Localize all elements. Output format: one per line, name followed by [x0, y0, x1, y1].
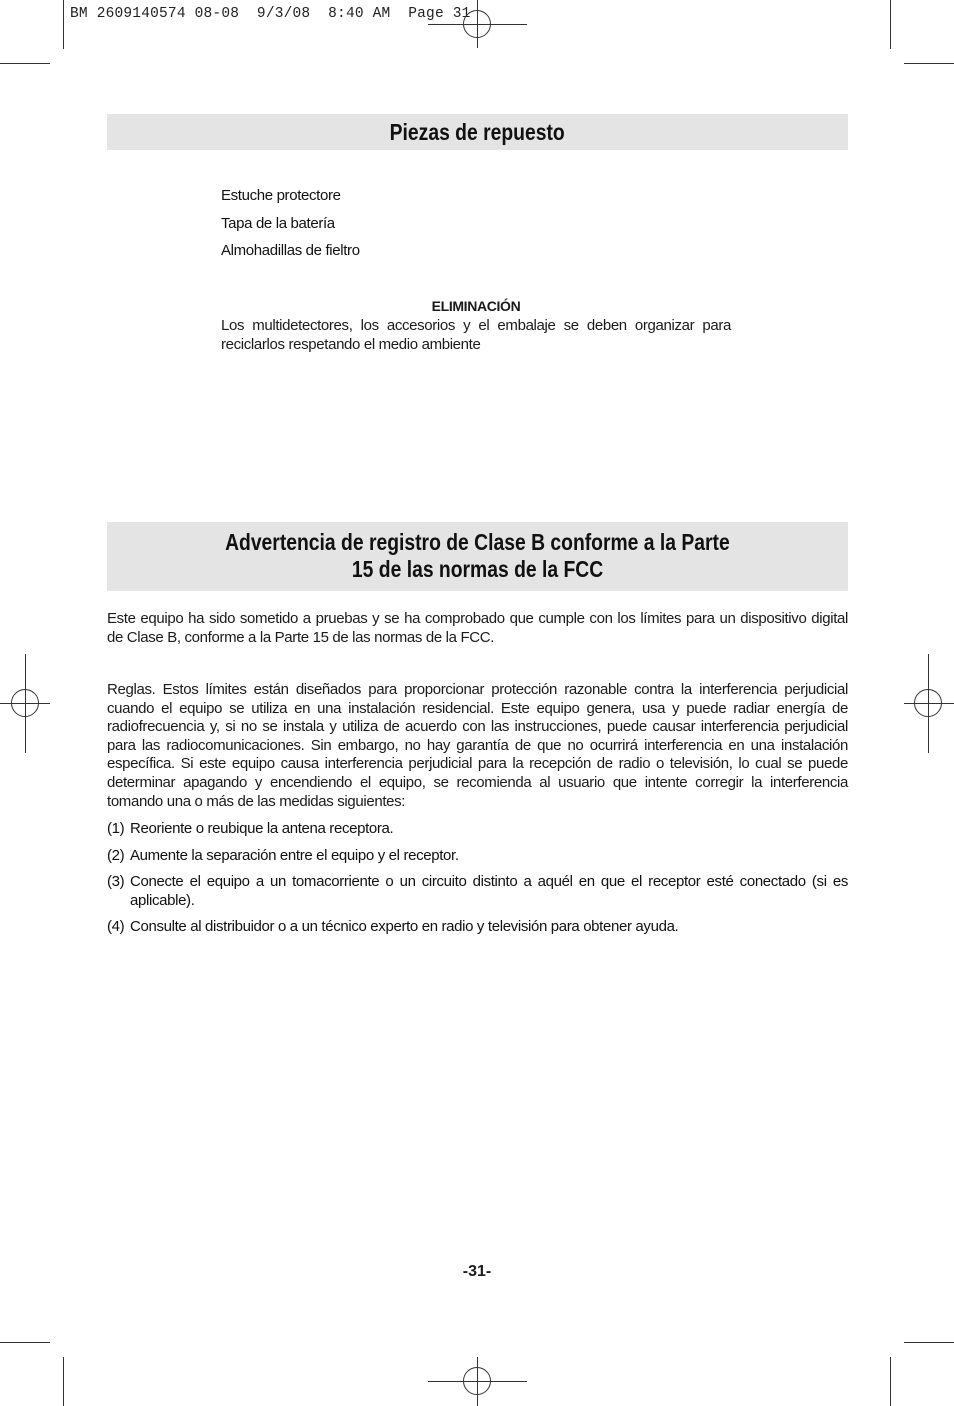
crop-mark: [0, 63, 50, 64]
measure-text: Conecte el equipo a un tomacorriente o un circuito distinto a aquél en que el receptor esté conectado (si es aplicable).: [130, 873, 848, 909]
crop-mark: [0, 1342, 50, 1343]
measure-list-item: [107, 847, 848, 866]
section-title-line: 15 de las normas de la FCC: [351, 556, 604, 582]
section-title-text: Piezas de repuesto: [389, 119, 566, 145]
parts-list-item: Tapa de la batería: [221, 215, 335, 232]
crop-mark: [904, 63, 954, 64]
parts-list-item: Estuche protectore: [221, 187, 341, 204]
measure-number: (4): [107, 918, 125, 935]
section-title-line: Advertencia de registro de Clase B conforme a la Parte: [225, 529, 730, 555]
crop-mark: [904, 1342, 954, 1343]
crop-mark: [890, 0, 891, 49]
measure-text: Reoriente o reubique la antena receptora.: [130, 820, 394, 837]
page-number: -31-: [462, 1263, 492, 1280]
measure-number: (1): [107, 820, 125, 837]
measure-text: Aumente la separación entre el equipo y el receptor.: [130, 847, 459, 864]
crop-mark: [63, 0, 64, 49]
fcc-rules-paragraph: Reglas. Estos límites están diseñados para proporcionar protección razonable contra la interferencia perjudicial cuando el equipo se utiliza en una instalación residencial. Este equipo genera, usa y puede radiar energía de radiofrecuencia y, si no se instala y utiliza de acuerdo con las instrucciones, puede causar interferencia perjudicial para las radiocomunicaciones. Sin embargo, no hay garantía de que no ocurrirá interferencia en una instalación específica. Si este equipo causa interferencia perjudicial para la recepción de radio o televisión, lo cual se puede determinar apagando y encendiendo el equipo, se recomienda al usuario que intente corregir la interferencia tomando una o más de las medidas siguientes:: [107, 681, 848, 810]
disposal-heading: ELIMINACIÓN: [431, 298, 521, 314]
fcc-compliance-paragraph: Este equipo ha sido sometido a pruebas y se ha comprobado que cumple con los límites para un dispositivo digital de Clase B, conforme a la Parte 15 de las normas de la FCC.: [107, 610, 848, 646]
measure-list-item: [107, 918, 848, 937]
crop-mark: [63, 1357, 64, 1406]
measure-list-item: [107, 873, 848, 910]
parts-list-item: Almohadillas de fieltro: [221, 242, 360, 259]
registration-mark-circle: [914, 689, 942, 717]
measure-number: (2): [107, 847, 125, 864]
measure-text: Consulte al distribuidor o a un técnico experto en radio y televisión para obtener ayuda.: [130, 918, 679, 935]
measure-number: (3): [107, 873, 125, 890]
registration-mark-circle: [463, 10, 491, 38]
section-title-fcc-warning: [107, 522, 848, 591]
crop-mark: [890, 1357, 891, 1406]
printer-slug-line: BM 2609140574 08-08 9/3/08 8:40 AM Page 31: [70, 6, 471, 22]
registration-mark-circle: [11, 689, 39, 717]
measure-list-item: [107, 820, 848, 839]
registration-mark-circle: [463, 1367, 491, 1395]
section-title-replacement-parts: [107, 114, 848, 150]
disposal-text: Los multidetectores, los accesorios y el embalaje se deben organizar para reciclarlos respetando el medio ambiente: [221, 317, 731, 353]
